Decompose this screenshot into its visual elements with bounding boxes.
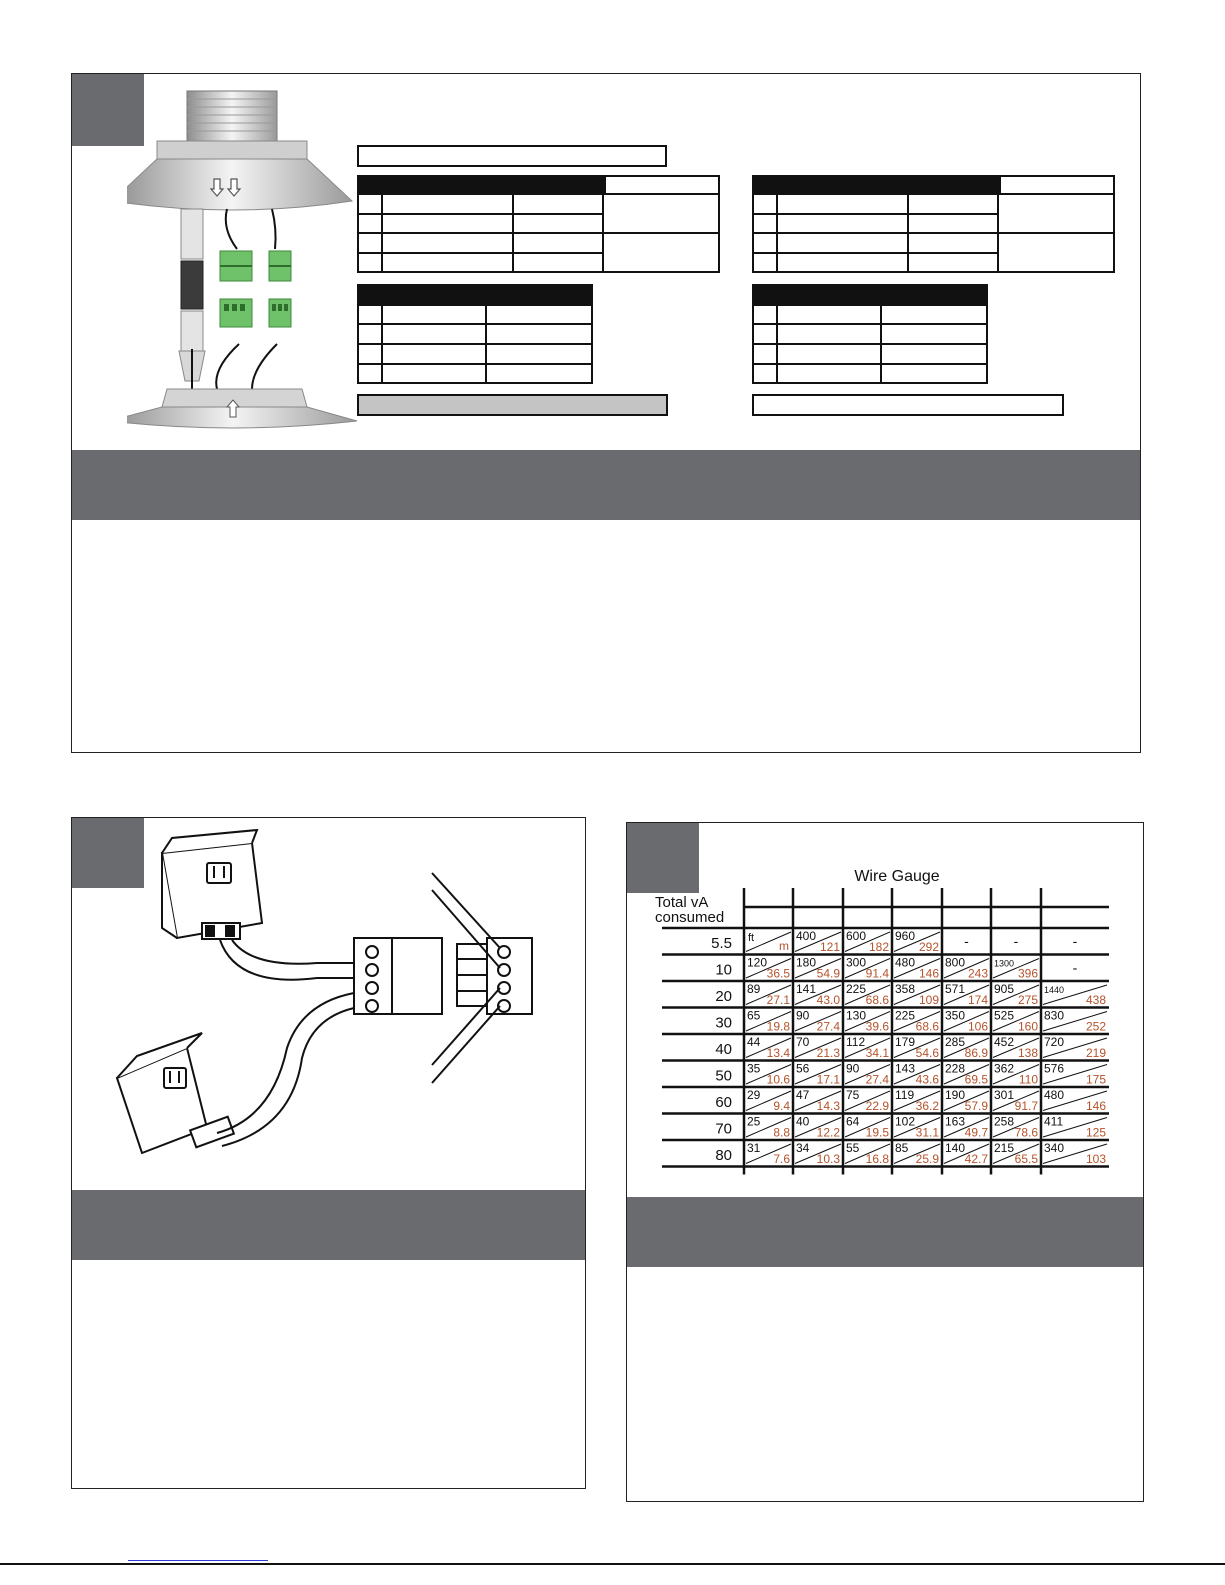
cell-feet: 141 [796,982,817,996]
power-supply-panel [71,817,586,1489]
cell-feet: 340 [1044,1141,1065,1155]
cell-meters: 42.7 [964,1152,988,1166]
va-label: 50 [715,1067,732,1085]
cell-meters: 27.1 [766,993,790,1007]
cell-meters: 121 [819,940,840,954]
cell-meters: 31.1 [915,1125,939,1140]
cell-meters: 10.3 [816,1152,840,1166]
table-header [357,284,593,306]
cell-feet: 85 [895,1141,909,1155]
cell-feet: 300 [846,955,867,970]
cell-feet: 34 [796,1141,810,1155]
wire-gauge-title: Wire Gauge [854,868,940,885]
va-label: 70 [715,1120,732,1138]
cell-feet: 102 [895,1114,916,1129]
cell-meters: 252 [1085,1019,1106,1034]
cell-feet: 362 [994,1061,1015,1076]
wire-gauge-table [627,853,1145,1193]
cell-feet: 70 [796,1035,810,1049]
cell-feet: 285 [945,1035,966,1049]
unit-m: m [779,939,789,953]
cell-feet: 180 [796,955,817,970]
cell-meters: 396 [1017,966,1038,981]
cell-feet: 960 [895,929,916,943]
wiring-panel [71,73,1141,753]
unit-ft: ft [748,932,755,944]
cell-feet: 452 [994,1035,1015,1049]
cell-meters: 91.7 [1014,1099,1038,1113]
terminal-table-left [357,284,593,384]
cell-dash: - [1013,933,1019,949]
cell-meters: 9.4 [773,1099,790,1113]
cell-feet: 1440 [1044,985,1065,995]
note-box [752,394,1064,416]
cell-feet: 163 [945,1114,966,1129]
cell-meters: 36.2 [915,1099,939,1113]
cell-meters: 78.6 [1014,1125,1038,1140]
cell-feet: 89 [747,982,761,996]
cell-meters: 146 [1085,1099,1106,1113]
cell-feet: 130 [846,1008,867,1023]
cell-feet: 190 [945,1088,966,1102]
cell-feet: 600 [846,929,867,943]
cell-feet: 228 [945,1061,966,1076]
cell-meters: 174 [967,993,988,1007]
cell-meters: 219 [1085,1046,1106,1060]
cell-feet: 65 [747,1008,761,1023]
cell-feet: 40 [796,1114,810,1129]
cell-feet: 411 [1044,1114,1064,1129]
cell-meters: 27.4 [816,1019,840,1034]
va-label: 10 [715,961,732,979]
cell-feet: 258 [994,1114,1015,1129]
va-label: 60 [715,1094,732,1111]
cell-meters: 13.4 [766,1046,790,1060]
table-header [752,284,988,306]
cell-meters: 22.9 [865,1099,889,1113]
cell-meters: 19.5 [865,1125,889,1140]
cell-meters: 8.8 [773,1125,790,1140]
cell-feet: 576 [1044,1061,1065,1076]
cell-feet: 1300 [994,958,1015,969]
cell-feet: 905 [994,982,1015,996]
cell-meters: 68.6 [915,1019,939,1034]
cell-meters: 103 [1085,1152,1106,1166]
cell-meters: 125 [1085,1125,1106,1140]
va-label: 30 [715,1014,732,1032]
cell-meters: 19.8 [766,1019,790,1034]
cell-meters: 43.6 [915,1072,939,1087]
table-header [752,175,999,195]
cell-meters: 10.6 [766,1072,790,1087]
cell-feet: 35 [747,1061,761,1076]
cell-meters: 110 [1018,1072,1038,1087]
cell-feet: 358 [895,982,916,996]
cell-meters: 27.4 [865,1072,889,1087]
cell-meters: 160 [1017,1019,1038,1034]
cell-meters: 57.9 [964,1099,988,1113]
cell-meters: 68.6 [865,993,889,1007]
note-box-gray [357,394,668,416]
cell-meters: 54.9 [816,966,840,981]
cell-feet: 75 [846,1088,860,1102]
cell-feet: 25 [747,1114,761,1129]
row-header-line2: consumed [655,909,725,926]
cell-feet: 525 [994,1008,1015,1023]
cell-feet: 120 [747,955,768,970]
cell-feet: 47 [796,1088,810,1102]
cell-feet: 55 [846,1141,860,1155]
cell-meters: 175 [1085,1072,1106,1087]
table-header [357,175,604,195]
cell-meters: 146 [918,966,939,981]
cell-meters: 25.9 [915,1152,939,1166]
cell-feet: 720 [1044,1035,1065,1049]
cell-meters: 7.6 [773,1152,790,1166]
cell-meters: 292 [918,940,939,954]
cell-meters: 21.3 [816,1046,840,1060]
terminal-connector [354,938,532,1014]
cell-feet: 143 [895,1061,916,1076]
cell-feet: 301 [994,1088,1015,1102]
cell-meters: 275 [1017,993,1038,1007]
cell-feet: 571 [945,982,966,996]
cell-feet: 44 [747,1035,761,1049]
terminal-table-right [752,284,988,384]
cell-feet: 64 [846,1114,860,1129]
cell-meters: 138 [1017,1046,1038,1060]
va-label: 40 [715,1041,732,1058]
cell-feet: 400 [796,929,817,943]
table-header-right [604,175,720,195]
cell-feet: 29 [747,1088,761,1102]
pin-table-right [752,175,1115,273]
cell-meters: 39.6 [865,1019,889,1034]
cell-meters: 106 [967,1019,988,1034]
footer-rule [0,1563,1225,1565]
cell-feet: 119 [895,1088,915,1102]
cell-dash: - [1072,933,1078,949]
cell-feet: 225 [846,982,867,996]
cell-feet: 830 [1044,1008,1065,1023]
footer-link[interactable] [128,1560,268,1561]
cell-feet: 56 [796,1061,810,1076]
cell-feet: 140 [945,1141,966,1155]
cell-meters: 34.1 [865,1046,889,1060]
va-label: 80 [715,1147,732,1164]
caption-band [72,450,1140,520]
cell-meters: 438 [1085,993,1106,1007]
cell-meters: 109 [918,993,939,1007]
row-header-line1: Total vA [655,894,709,911]
cell-meters: 69.5 [964,1072,988,1087]
cell-dash: - [1072,959,1078,976]
cell-meters: 91.4 [865,966,889,981]
label-box-top [357,145,667,167]
cell-feet: 90 [796,1008,810,1023]
adapter-bottom [117,1033,234,1153]
va-label: 20 [715,988,732,1005]
cell-meters: 182 [868,940,889,954]
caption-band [72,1190,585,1260]
cell-feet: 31 [747,1141,761,1155]
cell-feet: 112 [846,1035,866,1049]
cell-meters: 243 [967,966,988,981]
pin-table-left [357,175,720,273]
caption-band [627,1197,1143,1267]
cell-feet: 215 [994,1141,1015,1155]
table-header-right [999,175,1115,195]
cell-meters: 16.8 [865,1152,889,1166]
cell-feet: 480 [1044,1088,1065,1102]
cell-feet: 225 [895,1008,916,1023]
cell-meters: 65.5 [1014,1152,1038,1166]
cell-meters: 43.0 [816,993,840,1007]
cell-meters: 36.5 [766,966,790,981]
cell-feet: 179 [895,1035,916,1049]
cell-feet: 90 [846,1061,860,1076]
cell-meters: 14.3 [816,1099,840,1113]
cell-feet: 480 [895,955,916,970]
power-adapter-illustration [102,828,572,1178]
cell-meters: 17.1 [816,1072,840,1087]
cell-meters: 12.2 [816,1125,840,1140]
va-label: 5.5 [711,935,732,952]
cell-meters: 54.6 [915,1046,939,1060]
cell-meters: 86.9 [964,1046,988,1060]
wire-gauge-panel [626,822,1144,1502]
adapter-top [162,830,262,939]
cell-feet: 800 [945,955,966,970]
cell-feet: 350 [945,1008,966,1023]
cell-dash: - [964,933,969,949]
cell-meters: 49.7 [964,1125,988,1140]
